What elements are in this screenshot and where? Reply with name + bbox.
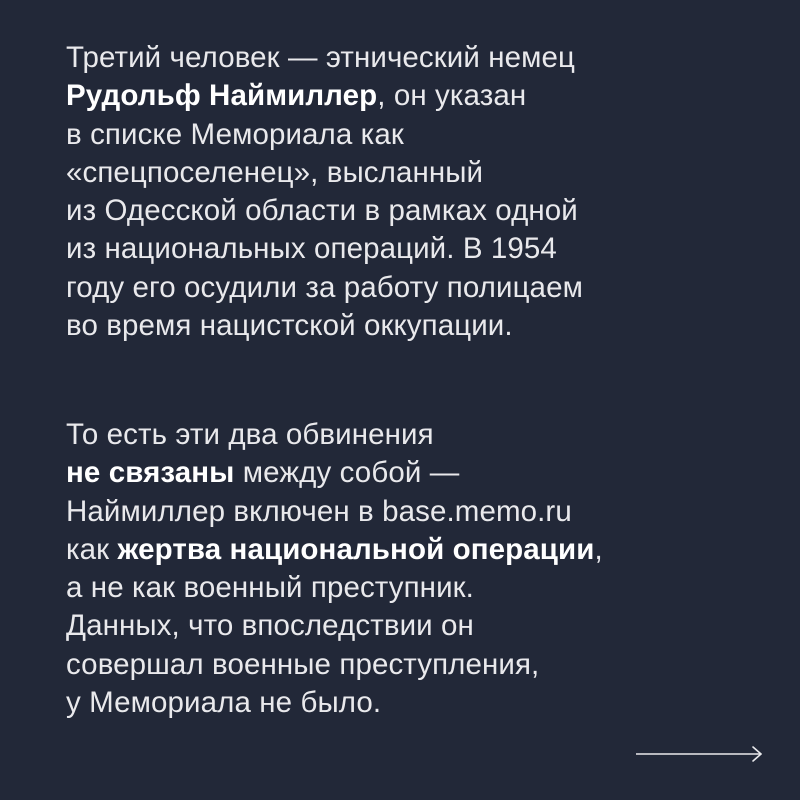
- paragraph-line: у Мемориала не было.: [66, 686, 382, 720]
- paragraph-second: [66, 416, 766, 722]
- emphasis-highlight: не связаны: [66, 456, 235, 490]
- paragraph-text: как: [66, 532, 118, 566]
- paragraph-line: во время нацистской оккупации.: [66, 309, 513, 343]
- paragraph-line: Данных, что впоследствии он: [66, 609, 474, 643]
- emphasis-highlight: жертва национальной операции: [117, 532, 595, 566]
- paragraph-line: из национальных операций. В 1954: [66, 232, 557, 266]
- paragraph-line: Наймиллер включен в base.memo.ru: [66, 494, 572, 528]
- arrow-right-icon[interactable]: [636, 743, 764, 765]
- paragraph-line: [66, 531, 766, 569]
- paragraph-line: а не как военный преступник.: [66, 571, 474, 605]
- paragraph-text: ,: [594, 532, 603, 566]
- paragraph-line: «спецпоселенец», высланный: [66, 155, 484, 189]
- paragraph-line: Третий человек — этнический немец: [66, 41, 576, 74]
- paragraph-line: совершал военные преступления,: [66, 647, 540, 681]
- person-name-highlight: Рудольф Наймиллер: [66, 79, 378, 113]
- paragraph-first: [66, 39, 766, 345]
- paragraph-line: из Одесской области в рамках одной: [66, 194, 578, 228]
- paragraph-text: между собой —: [234, 456, 460, 490]
- paragraph-line: году его осудили за работу полицаем: [66, 270, 583, 304]
- paragraph-line: То есть эти два обвинения: [66, 418, 434, 451]
- paragraph-line: [66, 77, 766, 115]
- paragraph-text: , он указан: [377, 79, 527, 113]
- paragraph-line: в списке Мемориала как: [66, 117, 404, 151]
- paragraph-line: [66, 454, 766, 492]
